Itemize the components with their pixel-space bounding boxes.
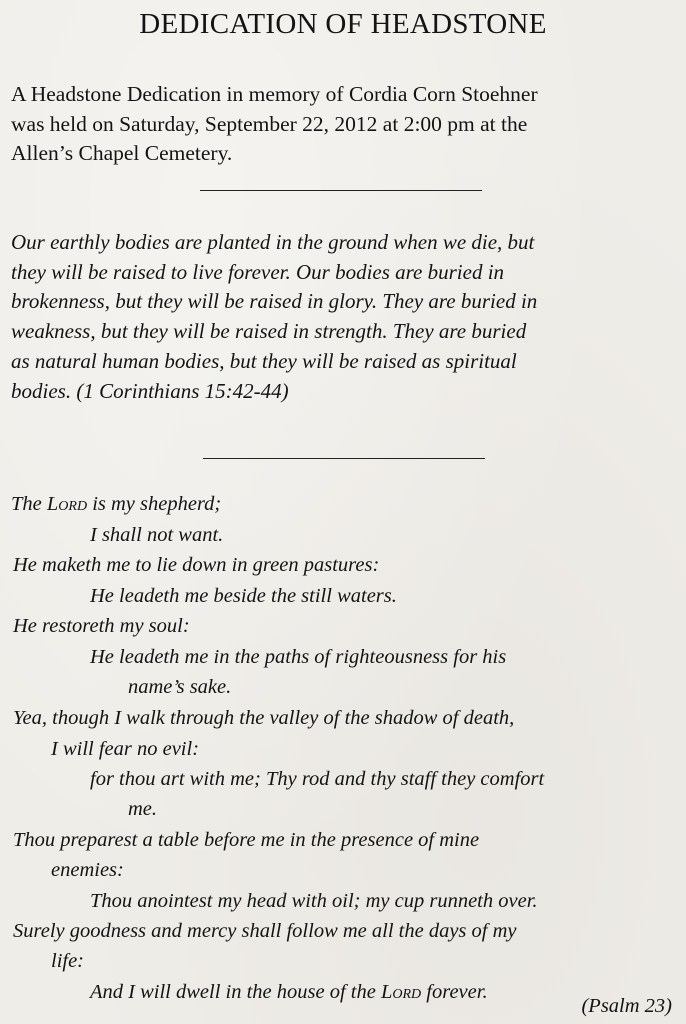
psalm-line-part: is my shepherd; — [87, 493, 222, 515]
psalm-line-part: And I will dwell in the house of the — [90, 981, 381, 1003]
scripture-line: bodies. (1 Corinthians 15:42-44) — [11, 378, 289, 403]
scripture-passage — [11, 228, 675, 406]
psalm-line: for thou art with me; Thy rod and thy staff they comfort — [90, 768, 545, 790]
psalm-citation: (Psalm 23) — [581, 995, 672, 1017]
psalm-line-part: forever. — [421, 981, 488, 1003]
psalm-line: Yea, though I walk through the valley of the shadow of death, — [13, 707, 515, 729]
intro-line: A Headstone Dedication in memory of Cordia Corn Stoehner — [11, 82, 538, 106]
psalm-line: name’s sake. — [128, 676, 232, 698]
psalm-line: He leadeth me in the paths of righteousness for his — [90, 646, 507, 668]
divider-line — [200, 190, 482, 191]
intro-line: Allen’s Chapel Cemetery. — [11, 141, 233, 165]
page-title: DEDICATION OF HEADSTONE — [139, 8, 547, 40]
psalm-line: life: — [51, 950, 85, 972]
psalm-line-part: The — [11, 493, 47, 515]
psalm-line: He leadeth me beside the still waters. — [90, 585, 397, 607]
psalm-line: I shall not want. — [90, 524, 224, 546]
psalm-line: me. — [128, 798, 158, 820]
scripture-line: weakness, but they will be raised in strength. They are buried — [11, 319, 527, 344]
psalm-line: He maketh me to lie down in green pastures: — [13, 554, 380, 576]
psalm-line — [11, 493, 221, 516]
divider-line — [203, 458, 485, 459]
scripture-line: as natural human bodies, but they will be raised as spiritual — [11, 348, 517, 373]
psalm-line: Thou preparest a table before me in the presence of mine — [13, 829, 480, 851]
scripture-line: brokenness, but they will be raised in glory. They are buried in — [11, 289, 538, 314]
psalm-line: I will fear no evil: — [51, 738, 200, 760]
psalm-line: enemies: — [51, 859, 124, 881]
scripture-line: they will be raised to live forever. Our bodies are buried in — [11, 259, 505, 284]
psalm-line — [90, 981, 488, 1004]
psalm-line: Surely goodness and mercy shall follow me all the days of my — [13, 920, 517, 942]
lord-smallcaps: Lord — [46, 493, 88, 515]
psalm-line: Thou anointest my head with oil; my cup runneth over. — [90, 890, 538, 912]
lord-smallcaps: Lord — [380, 981, 422, 1003]
scripture-line: Our earthly bodies are planted in the ground when we die, but — [11, 230, 535, 254]
psalm-line: He restoreth my soul: — [13, 615, 190, 637]
intro-line: was held on Saturday, September 22, 2012 at 2:00 pm at the — [11, 111, 528, 136]
dedication-intro — [11, 80, 677, 169]
